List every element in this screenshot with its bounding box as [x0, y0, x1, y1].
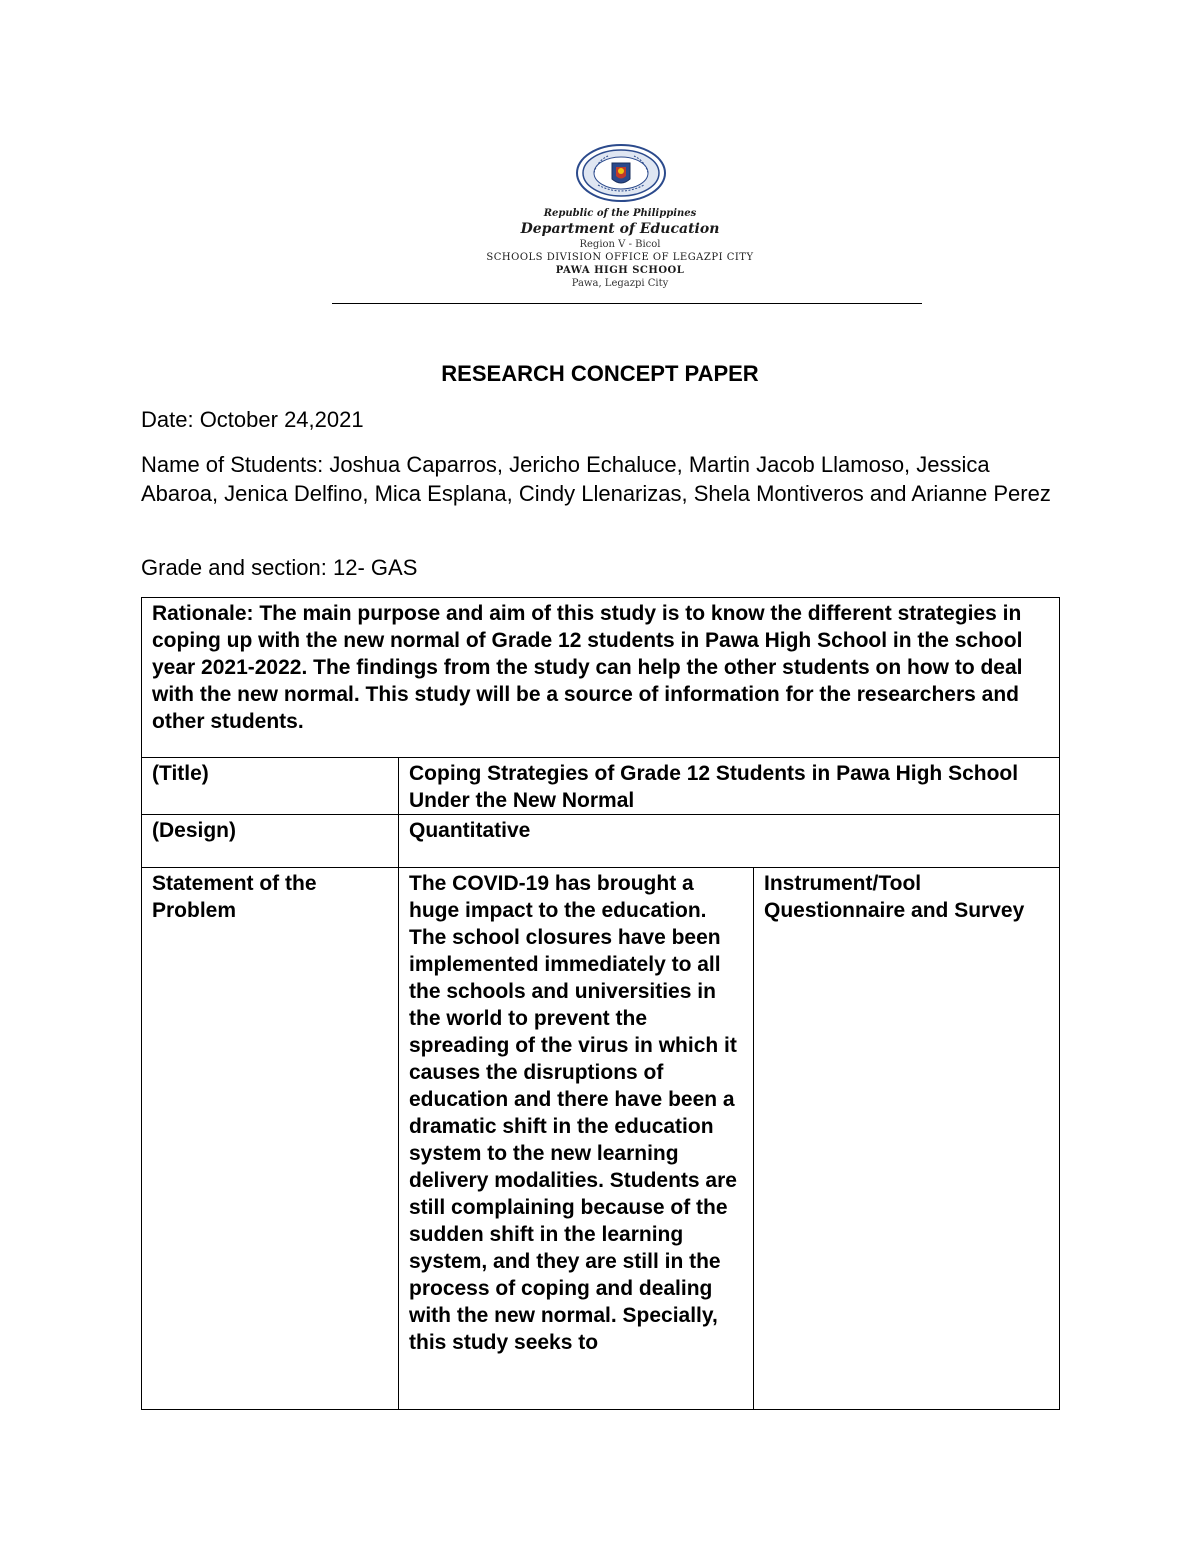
design-label: (Design) — [152, 819, 236, 842]
letterhead-department: Department of Education — [520, 221, 720, 237]
letterhead-school: PAWA HIGH SCHOOL — [555, 265, 685, 276]
letterhead-address: Pawa, Legazpi City — [571, 278, 669, 289]
table-row-title — [142, 758, 1060, 815]
table-row-problem — [142, 868, 1060, 1410]
title-value: Coping Strategies of Grade 12 Students in Pawa High School Under the New Normal — [409, 762, 1019, 812]
instrument-label: Instrument/Tool — [764, 872, 922, 895]
document-title: RESEARCH CONCEPT PAPER — [441, 361, 759, 386]
instrument-cell — [754, 868, 1060, 1410]
design-value: Quantitative — [409, 819, 531, 842]
instrument-value: Questionnaire and Survey — [764, 899, 1025, 922]
grade-section-line: Grade and section: 12- GAS — [141, 555, 418, 580]
table-row-design — [142, 815, 1060, 868]
problem-label-cell — [142, 868, 399, 1410]
title-label-cell — [142, 758, 399, 815]
letterhead — [360, 207, 880, 290]
letterhead-region: Region V - Bicol — [579, 239, 661, 250]
header-divider — [332, 303, 922, 304]
letterhead-republic: Republic of the Philippines — [543, 208, 697, 219]
design-label-cell — [142, 815, 399, 868]
letterhead-division: SCHOOLS DIVISION OFFICE OF LEGAZPI CITY — [486, 252, 754, 263]
table-row-rationale — [142, 598, 1060, 758]
deped-seal-logo — [574, 143, 668, 203]
title-label: (Title) — [152, 762, 209, 785]
rationale-cell — [142, 598, 1060, 758]
title-value-cell — [399, 758, 1060, 815]
problem-text: The COVID-19 has brought a huge impact to the education. The school closures have been implemented immediately to all the schools and universities in the world to prevent the spreading of the virus in which it causes the disruptions of education and there have been a dramatic shift in the education system to the new learning delivery modalities. Students are still complaining because of the sudden shift in the learning system, and they are still in the process of coping and dealing with the new normal. Specially, this study seeks to — [409, 872, 737, 1354]
design-value-cell — [399, 815, 1060, 868]
students-line: Name of Students: Joshua Caparros, Jericho Echaluce, Martin Jacob Llamoso, Jessica Abaroa, Jenica Delfino, Mica Esplana, Cindy Llenarizas, Shela Montiveros and Arianne Perez — [141, 452, 1051, 506]
problem-text-cell — [399, 868, 754, 1410]
concept-table — [141, 597, 1060, 1410]
problem-label: Statement of the Problem — [152, 872, 317, 922]
date-line: Date: October 24,2021 — [141, 407, 364, 432]
rationale-text: Rationale: The main purpose and aim of this study is to know the different strategies in coping up with the new normal of Grade 12 students in Pawa High School in the school year 2021-2022. The findings from the study can help the other students on how to deal with the new normal. This study will be a source of information for the researchers and other students. — [152, 602, 1023, 733]
